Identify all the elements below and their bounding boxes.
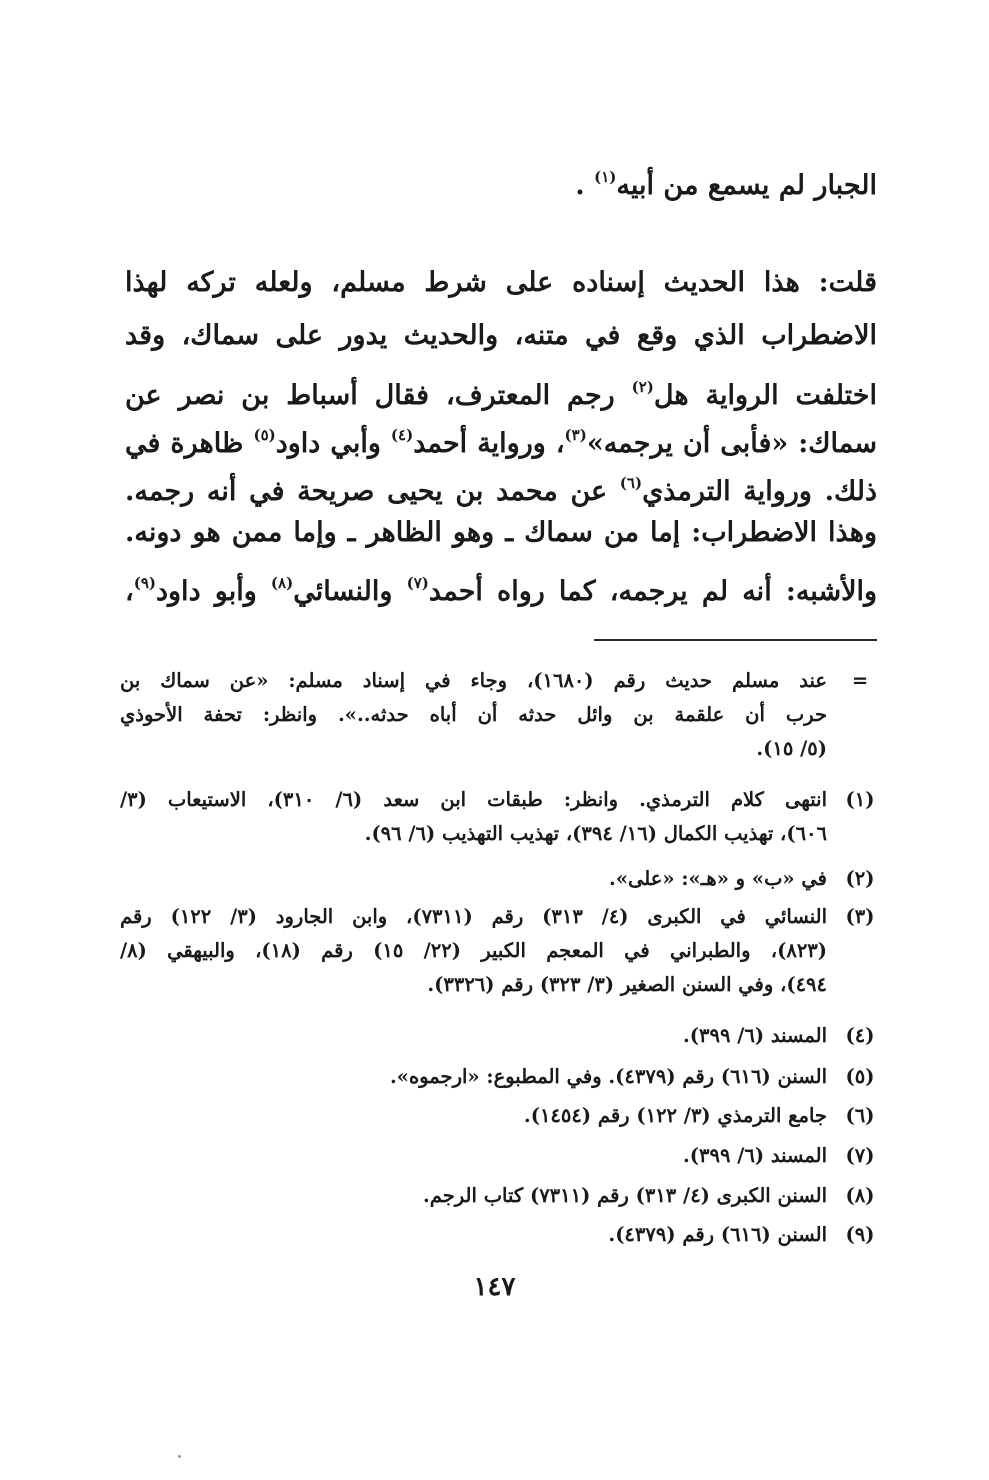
footnote-marker: (٣) [564,426,587,444]
footnote-separator [594,639,877,641]
footnote-6 [120,1099,877,1133]
carryover-text: الجبار لم يسمع من أبيه [616,170,877,201]
paragraph-line-2 [125,319,877,353]
paragraph-text: وأبو داود [156,576,271,607]
footnote-marker: (٦) [619,474,643,492]
footnote-continued [120,664,877,766]
paragraph-line-1 [125,266,877,300]
footnote-line: حرب أن علقمة بن وائل حدثه أن أباه حدثه..». وانظر: تحفة الأحوذي [120,703,827,726]
footnote-number: (٩) [845,1223,875,1246]
footnote-text [120,783,827,851]
footnote-marker: (٧) [406,574,429,592]
footnote-text [120,1019,827,1053]
carryover-end: . [575,170,595,201]
footnote-number: (٦) [845,1104,875,1127]
footnote-marker: (٨) [270,574,294,592]
footnote-1 [120,783,877,851]
paragraph-text: رجم المعترف، فقال أسباط بن نصر عن [125,380,632,411]
footnote-marker: (١) [594,168,617,186]
footnote-line: السنن (٦١٦) رقم (٤٣٧٩). وفي المطبوع: «ارجموه». [390,1065,827,1088]
footnote-line: (٨٢٣)، والطبراني في المعجم الكبير (٢٢/ ١٥) رقم (١٨)، والبيهقي (٨/ [120,939,827,962]
footnote-text [120,900,827,1002]
footnote-text [120,1139,827,1173]
paragraph-text: قلت: هذا الحديث إسناده على شرط مسلم، ولعله تركه لهذا [125,267,877,298]
footnote-marker: (٥) [253,426,276,444]
footnote-line: ٦٠٦)، تهذيب الكمال (١٦/ ٣٩٤)، تهذيب التهذيب (٦/ ٩٦). [364,822,827,845]
paragraph-text: اختلفت الرواية هل [653,380,877,411]
footnote-line: في «ب» و «هـ»: «على». [609,867,827,890]
footnote-line: ٤٩٤)، وفي السنن الصغير (٣/ ٣٢٣) رقم (٣٣٢٦). [427,973,827,996]
footnote-line: السنن الكبرى (٤/ ٣١٣) رقم (٧٣١١) كتاب الرجم. [422,1184,827,1207]
footnote-number: (٤) [845,1024,875,1047]
footnote-8 [120,1179,877,1213]
footnote-text [120,1179,827,1213]
footnote-text [120,1218,827,1252]
footnote-5 [120,1060,877,1094]
footnote-number: (٨) [845,1184,875,1207]
footnote-marker: (٤) [390,426,414,444]
footnote-4 [120,1019,877,1053]
footnote-line: السنن (٦١٦) رقم (٤٣٧٩). [608,1223,827,1246]
paragraph-line-4 [125,418,877,461]
paragraph-text: وأبي داود [275,428,391,459]
footnote-line: انتهى كلام الترمذي. وانظر: طبقات ابن سعد (٦/ ٣١٠)، الاستيعاب (٣/ [120,788,827,811]
paragraph-text: ، ورواية أحمد [413,428,565,459]
footnote-number: (١) [845,788,875,811]
footnote-number: (٧) [845,1144,875,1167]
footnote-number: = [851,669,869,692]
footnote-line: المسند (٦/ ٣٩٩). [682,1144,827,1167]
paragraph-text: ، [125,576,134,607]
scan-speck [178,1455,181,1458]
footnote-text [120,862,827,896]
footnote-line: جامع الترمذي (٣/ ١٢٢) رقم (١٤٥٤). [523,1104,827,1127]
paragraph-text: والأشبه: أنه لم يرجمه، كما رواه أحمد [428,576,878,607]
footnote-number: (٣) [845,905,875,928]
footnote-line: النسائي في الكبرى (٤/ ٣١٣) رقم (٧٣١١)، وابن الجارود (٣/ ١٢٢) رقم [120,905,827,928]
footnote-text [120,1099,827,1133]
footnote-number: (٢) [845,867,875,890]
footnote-line: (٥/ ١٥). [756,737,827,760]
footnote-text [120,664,827,766]
footnote-line: المسند (٦/ ٣٩٩). [682,1024,827,1047]
footnote-7 [120,1139,877,1173]
footnote-number: (٥) [845,1065,875,1088]
footnote-3 [120,900,877,1002]
footnote-line: عند مسلم حديث رقم (١٦٨٠)، وجاء في إسناد مسلم: «عن سماك بن [120,669,827,692]
carryover-line [575,160,877,203]
footnote-text [120,1060,827,1094]
footnote-marker: (٩) [133,574,156,592]
paragraph-text: ذلك. ورواية الترمذي [642,476,877,507]
paragraph-line-5 [125,466,877,509]
page-number: ١٤٧ [473,1272,516,1302]
paragraph-line-6 [125,516,877,550]
paragraph-line-3 [125,370,877,413]
paragraph-text: الاضطراب الذي وقع في متنه، والحديث يدور على سماك، وقد [125,320,877,351]
paragraph-text: والنسائي [293,576,407,607]
paragraph-text: سماك: «فأبى أن يرجمه» [586,428,877,459]
paragraph-text: وهذا الاضطراب: إما من سماك ـ وهو الظاهر ـ وإما ممن هو دونه. [125,517,877,548]
paragraph-text: ظاهرة في [125,428,254,459]
footnote-9 [120,1218,877,1252]
paragraph-text: عن محمد بن يحيى صريحة في أنه رجمه. [125,476,620,507]
footnote-marker: (٢) [631,378,654,396]
paragraph-line-7 [125,566,877,609]
footnote-2 [120,862,877,896]
